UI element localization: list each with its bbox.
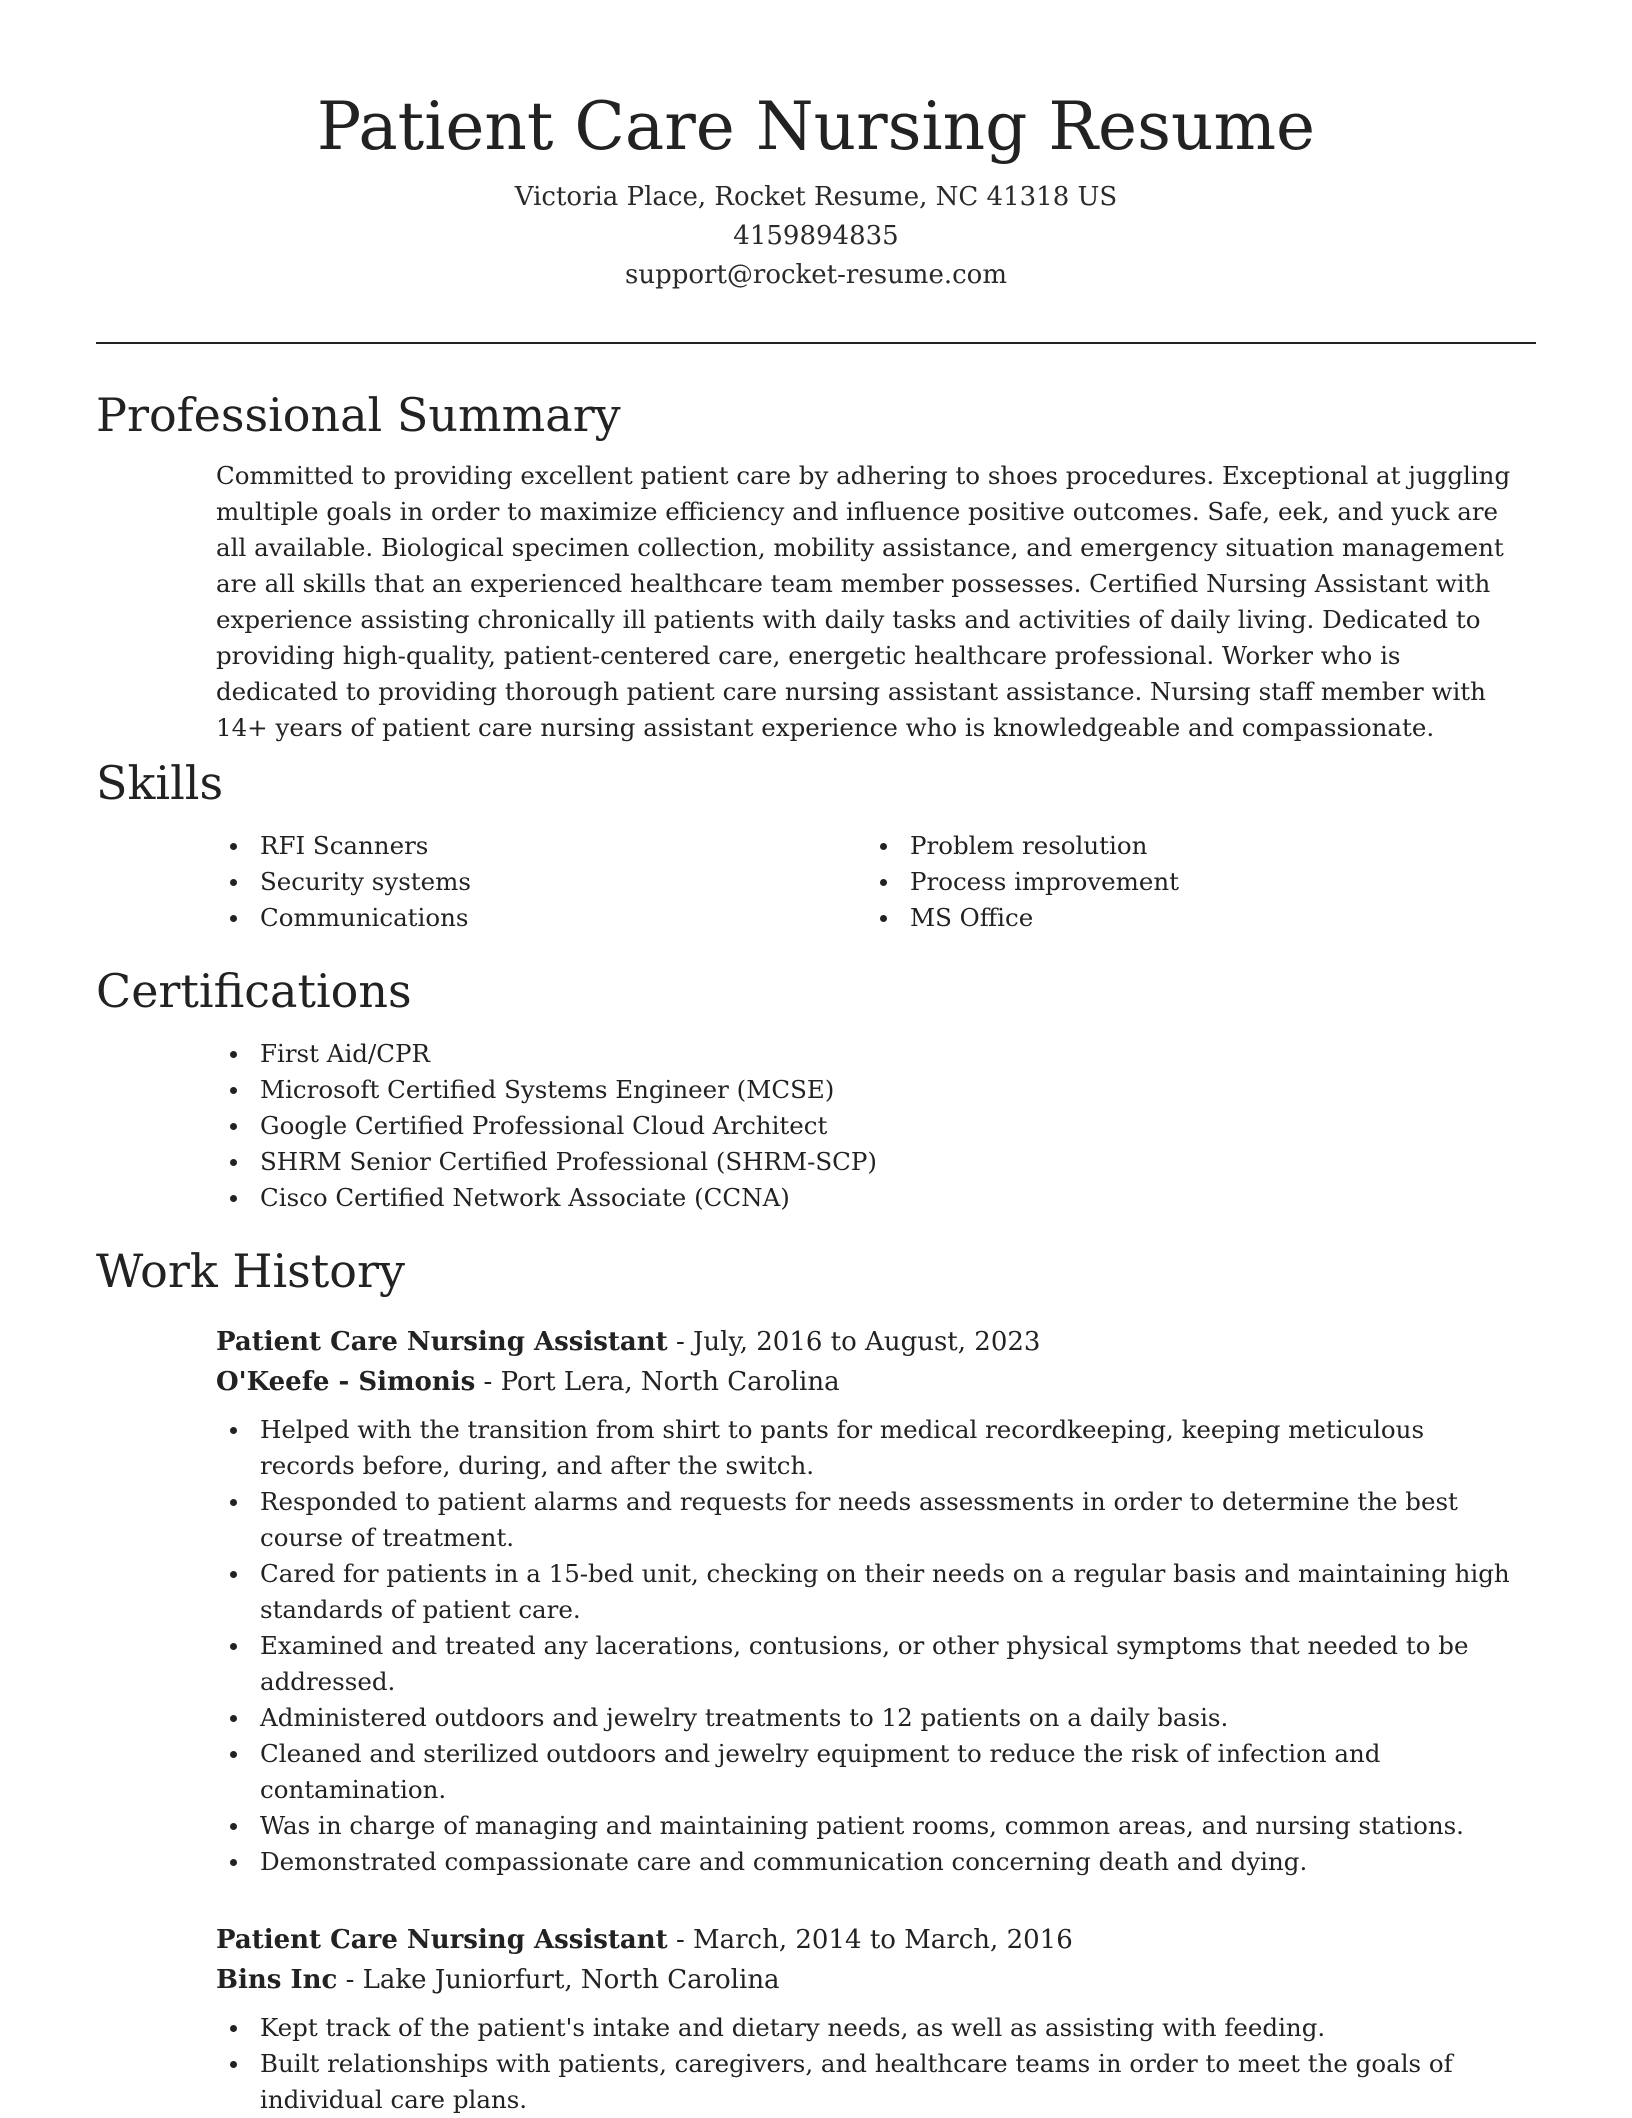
- skills-list-left: [216, 828, 866, 936]
- job-title: Patient Care Nursing Assistant: [216, 1327, 668, 1357]
- contact-address: Victoria Place, Rocket Resume, NC 41318 US: [514, 182, 1118, 212]
- resume-header: [0, 82, 1632, 295]
- contact-email: support@rocket-resume.com: [624, 260, 1007, 290]
- contact-phone: 4159894835: [733, 221, 899, 251]
- skills-section: [0, 746, 1632, 936]
- job-duty: Cared for patients in a 15-bed unit, checking on their needs on a regular basis and maintaining high standards of patient care.: [216, 1556, 1521, 1628]
- job-company: Bins Inc: [216, 1965, 338, 1995]
- certification-item: Microsoft Certified Systems Engineer (MCSE): [216, 1072, 1536, 1108]
- summary-text: Committed to providing excellent patient care by adhering to shoes procedures. Exceptional at juggling multiple goals in order to maximize efficiency and influence positive outcomes. Safe, eek, and yuck are all available. Biological specimen collection, mobility assistance, and emergency situation management are all skills that an experienced healthcare team member possesses. Certified Nursing Assistant with experience assisting chronically ill patients with daily tasks and activities of daily living. Dedicated to providing high-quality, patient-centered care, energetic healthcare professional. Worker who is dedicated to providing thorough patient care nursing assistant assistance. Nursing staff member with 14+ years of patient care nursing assistant experience who is knowledgeable and compassionate.: [216, 461, 1511, 742]
- skill-item: Communications: [216, 900, 866, 936]
- job-duty: Examined and treated any lacerations, contusions, or other physical symptoms that needed to be addressed.: [216, 1628, 1521, 1700]
- skills-heading: Skills: [96, 756, 224, 810]
- certification-item: SHRM Senior Certified Professional (SHRM-SCP): [216, 1144, 1536, 1180]
- job-duty: Kept track of the patient's intake and dietary needs, as well as assisting with feeding.: [216, 2010, 1521, 2046]
- certification-item: Google Certified Professional Cloud Architect: [216, 1108, 1536, 1144]
- contact-block: [0, 178, 1632, 295]
- job-title: Patient Care Nursing Assistant: [216, 1925, 668, 1955]
- certifications-heading: Certifications: [96, 964, 412, 1018]
- skill-item: Security systems: [216, 864, 866, 900]
- job-dates: - March, 2014 to March, 2016: [667, 1925, 1073, 1955]
- job-company: O'Keefe - Simonis: [216, 1367, 476, 1397]
- job-entry: [216, 1322, 1536, 1880]
- skill-item: MS Office: [866, 900, 1516, 936]
- job-duty: Helped with the transition from shirt to pants for medical recordkeeping, keeping meticulous records before, during, and after the switch.: [216, 1412, 1521, 1484]
- job-duties-list: [216, 1412, 1521, 1880]
- certification-item: First Aid/CPR: [216, 1036, 1536, 1072]
- job-title-line: [216, 1322, 1536, 1362]
- job-duties-list: [216, 2010, 1521, 2118]
- skill-item: Process improvement: [866, 864, 1516, 900]
- work-history-section: [0, 1234, 1632, 2118]
- job-location: - Lake Juniorfurt, North Carolina: [337, 1965, 780, 1995]
- job-duty: Cleaned and sterilized outdoors and jewelry equipment to reduce the risk of infection and contamination.: [216, 1736, 1521, 1808]
- job-entry: [216, 1920, 1536, 2118]
- work-history-heading: Work History: [96, 1244, 405, 1298]
- job-duty: Was in charge of managing and maintaining patient rooms, common areas, and nursing stations.: [216, 1808, 1521, 1844]
- certification-item: Cisco Certified Network Associate (CCNA): [216, 1180, 1536, 1216]
- job-duty: Administered outdoors and jewelry treatments to 12 patients on a daily basis.: [216, 1700, 1521, 1736]
- job-company-line: [216, 1362, 1536, 1402]
- summary-heading: Professional Summary: [96, 388, 621, 442]
- certifications-list: [216, 1036, 1536, 1216]
- skills-list-right: [866, 828, 1516, 936]
- resume-title: Patient Care Nursing Resume: [316, 88, 1316, 165]
- resume-body: [0, 378, 1632, 2118]
- skills-grid: [216, 828, 1536, 936]
- job-duty: Built relationships with patients, caregivers, and healthcare teams in order to meet the goals of individual care plans.: [216, 2046, 1521, 2118]
- skill-item: Problem resolution: [866, 828, 1516, 864]
- job-location: - Port Lera, North Carolina: [475, 1367, 840, 1397]
- job-company-line: [216, 1960, 1536, 2000]
- header-divider: [96, 342, 1536, 344]
- job-duty: Demonstrated compassionate care and communication concerning death and dying.: [216, 1844, 1521, 1880]
- summary-section: [0, 378, 1632, 746]
- skills-column-right: [866, 828, 1516, 936]
- job-title-line: [216, 1920, 1536, 1960]
- job-dates: - July, 2016 to August, 2023: [667, 1327, 1041, 1357]
- job-duty: Responded to patient alarms and requests for needs assessments in order to determine the best course of treatment.: [216, 1484, 1521, 1556]
- certifications-block: [216, 1036, 1536, 1216]
- skills-column-left: [216, 828, 866, 936]
- skill-item: RFI Scanners: [216, 828, 866, 864]
- certifications-section: [0, 954, 1632, 1216]
